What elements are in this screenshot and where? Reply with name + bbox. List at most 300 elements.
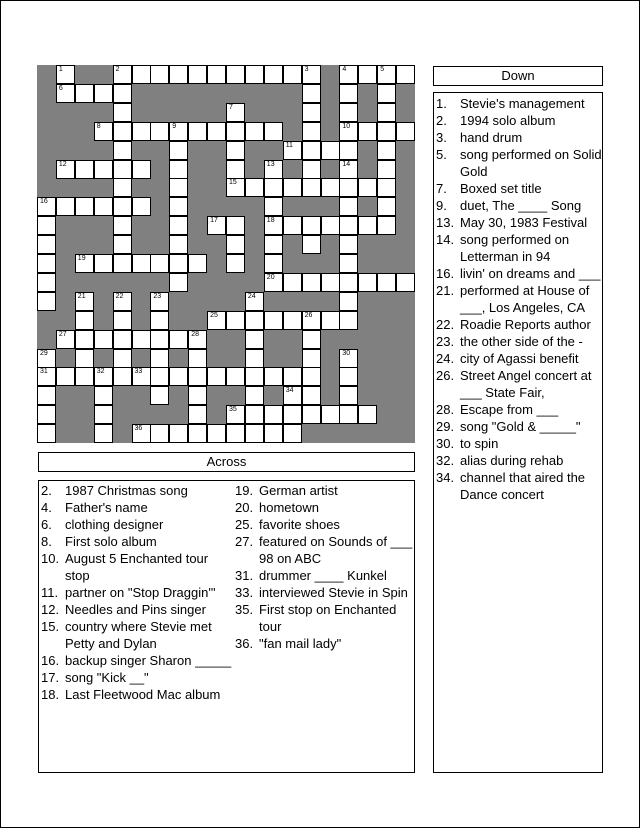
clue-number: 21 xyxy=(77,292,86,300)
clue-item-text: Street Angel concert at ___ State Fair, xyxy=(460,368,592,400)
grid-cell[interactable] xyxy=(283,424,302,443)
clue-item-number: 13. xyxy=(436,215,455,230)
clue-number: 15 xyxy=(229,179,237,187)
grid-cell[interactable] xyxy=(37,405,56,424)
grid-cell[interactable] xyxy=(302,386,321,405)
grid-cell[interactable] xyxy=(245,386,264,405)
grid-cell[interactable] xyxy=(283,405,302,424)
clue-item-number: 10. xyxy=(41,551,60,566)
clue-item xyxy=(235,516,413,533)
grid-cell[interactable] xyxy=(150,367,169,386)
grid-cell[interactable] xyxy=(94,330,113,349)
grid-cell[interactable] xyxy=(377,273,396,292)
grid-cell[interactable] xyxy=(358,122,377,141)
grid-cell[interactable] xyxy=(169,424,188,443)
grid-cell[interactable] xyxy=(37,292,56,311)
clue-item xyxy=(235,584,413,601)
grid-cell[interactable] xyxy=(75,311,94,330)
grid-cell[interactable] xyxy=(56,197,75,216)
grid-cell[interactable] xyxy=(264,367,283,386)
clue-number: 29 xyxy=(40,349,48,357)
grid-cell[interactable] xyxy=(226,65,245,84)
clue-number: 20 xyxy=(266,273,275,281)
grid-cell[interactable] xyxy=(377,103,396,122)
clue-item xyxy=(436,112,602,129)
clue-item-text: First stop on Enchanted tour xyxy=(259,602,397,634)
grid-cell[interactable] xyxy=(150,330,169,349)
grid-cell[interactable] xyxy=(56,330,75,349)
grid-cell[interactable] xyxy=(226,405,245,424)
grid-cell[interactable] xyxy=(339,273,358,292)
grid-cell[interactable] xyxy=(75,160,94,179)
grid-cell[interactable] xyxy=(207,367,226,386)
grid-cell[interactable] xyxy=(207,65,226,84)
grid-cell[interactable] xyxy=(207,216,226,235)
grid-cell[interactable] xyxy=(75,367,94,386)
grid-cell[interactable] xyxy=(377,197,396,216)
grid-cell[interactable] xyxy=(169,216,188,235)
grid-cell[interactable] xyxy=(113,330,132,349)
clue-item xyxy=(41,584,235,601)
grid-cell[interactable] xyxy=(37,254,56,273)
grid-cell[interactable] xyxy=(339,367,358,386)
grid-cell[interactable] xyxy=(75,292,94,311)
grid-cell[interactable] xyxy=(302,405,321,424)
grid-cell[interactable] xyxy=(132,160,151,179)
clue-item xyxy=(436,95,602,112)
grid-cell[interactable] xyxy=(56,160,75,179)
clue-item xyxy=(235,635,413,652)
grid-cell[interactable] xyxy=(339,103,358,122)
grid-cell[interactable] xyxy=(339,178,358,197)
grid-cell[interactable] xyxy=(283,216,302,235)
grid-cell[interactable] xyxy=(113,292,132,311)
grid-cell[interactable] xyxy=(37,235,56,254)
grid-cell[interactable] xyxy=(132,122,151,141)
clue-item-text: song "Gold & _____" xyxy=(460,419,581,434)
grid-cell[interactable] xyxy=(245,349,264,368)
grid-cell[interactable] xyxy=(188,330,207,349)
grid-cell[interactable] xyxy=(264,273,283,292)
grid-cell[interactable] xyxy=(339,122,358,141)
grid-cell[interactable] xyxy=(283,273,302,292)
clue-item-number: 4. xyxy=(41,500,52,515)
grid-cell[interactable] xyxy=(169,122,188,141)
grid-cell[interactable] xyxy=(339,386,358,405)
clue-number: 28 xyxy=(191,330,199,338)
grid-cell[interactable] xyxy=(94,122,113,141)
grid-cell[interactable] xyxy=(113,65,132,84)
clue-item xyxy=(41,618,235,652)
grid-cell[interactable] xyxy=(113,311,132,330)
grid-cell[interactable] xyxy=(113,235,132,254)
grid-cell[interactable] xyxy=(377,65,396,84)
grid-cell[interactable] xyxy=(339,254,358,273)
clue-item-text: alias during rehab xyxy=(460,453,564,468)
grid-cell[interactable] xyxy=(302,65,321,84)
grid-cell[interactable] xyxy=(75,84,94,103)
grid-cell[interactable] xyxy=(169,330,188,349)
clue-item-text: Stevie's management xyxy=(460,96,585,111)
grid-cell[interactable] xyxy=(264,405,283,424)
grid-cell[interactable] xyxy=(264,122,283,141)
clue-number: 11 xyxy=(285,141,293,149)
grid-cell[interactable] xyxy=(302,178,321,197)
grid-cell[interactable] xyxy=(37,424,56,443)
clue-item xyxy=(436,333,602,350)
grid-cell[interactable] xyxy=(37,367,56,386)
grid-cell[interactable] xyxy=(302,160,321,179)
grid-cell[interactable] xyxy=(321,141,340,160)
down-header: Down xyxy=(433,66,603,86)
clue-item xyxy=(436,231,602,265)
grid-cell[interactable] xyxy=(245,424,264,443)
crossword-grid xyxy=(37,65,415,443)
grid-cell[interactable] xyxy=(245,292,264,311)
grid-cell[interactable] xyxy=(226,103,245,122)
clue-item xyxy=(436,265,602,282)
grid-cell[interactable] xyxy=(339,160,358,179)
grid-cell[interactable] xyxy=(207,311,226,330)
grid-cell[interactable] xyxy=(132,197,151,216)
grid-cell[interactable] xyxy=(396,273,415,292)
grid-cell[interactable] xyxy=(226,254,245,273)
grid-cell[interactable] xyxy=(150,292,169,311)
grid-cell[interactable] xyxy=(302,330,321,349)
grid-cell[interactable] xyxy=(226,160,245,179)
grid-cell[interactable] xyxy=(339,84,358,103)
clue-item-text: performed at House of ___, Los Angeles, CA xyxy=(460,283,590,315)
grid-cell[interactable] xyxy=(245,178,264,197)
grid-cell[interactable] xyxy=(56,65,75,84)
grid-cell[interactable] xyxy=(245,311,264,330)
clue-number: 8 xyxy=(96,122,101,130)
grid-cell[interactable] xyxy=(377,160,396,179)
grid-cell[interactable] xyxy=(150,65,169,84)
grid-cell[interactable] xyxy=(358,405,377,424)
clue-item-text: drummer ____ Kunkel xyxy=(259,568,387,583)
clue-item-text: Boxed set title xyxy=(460,181,542,196)
grid-cell[interactable] xyxy=(113,254,132,273)
clue-item xyxy=(436,350,602,367)
grid-cell[interactable] xyxy=(37,349,56,368)
grid-cell[interactable] xyxy=(56,367,75,386)
clue-item-number: 25. xyxy=(235,517,254,532)
grid-cell[interactable] xyxy=(113,197,132,216)
grid-cell[interactable] xyxy=(207,122,226,141)
grid-cell[interactable] xyxy=(113,141,132,160)
grid-cell[interactable] xyxy=(302,235,321,254)
grid-cell[interactable] xyxy=(339,292,358,311)
grid-cell[interactable] xyxy=(226,178,245,197)
clue-item-number: 19. xyxy=(235,483,254,498)
grid-cell[interactable] xyxy=(264,178,283,197)
grid-cell[interactable] xyxy=(226,141,245,160)
clue-item-number: 23. xyxy=(436,334,455,349)
grid-cell[interactable] xyxy=(113,216,132,235)
grid-cell[interactable] xyxy=(226,122,245,141)
grid-cell[interactable] xyxy=(75,349,94,368)
clue-item xyxy=(436,452,602,469)
grid-cell[interactable] xyxy=(377,141,396,160)
clue-item xyxy=(41,686,235,703)
clue-item-number: 7. xyxy=(436,181,447,196)
clue-number: 23 xyxy=(153,292,162,300)
clue-item-number: 12. xyxy=(41,602,60,617)
clue-number: 3 xyxy=(304,66,309,73)
clue-number: 18 xyxy=(266,217,275,225)
clue-item-text: song performed on Letterman in 94 xyxy=(460,232,570,264)
grid-cell[interactable] xyxy=(264,311,283,330)
clue-number: 33 xyxy=(134,368,143,376)
grid-cell[interactable] xyxy=(169,65,188,84)
grid-cell[interactable] xyxy=(264,216,283,235)
clue-item-number: 6. xyxy=(41,517,52,532)
grid-cell[interactable] xyxy=(245,65,264,84)
grid-cell[interactable] xyxy=(132,367,151,386)
grid-cell[interactable] xyxy=(188,386,207,405)
clue-number: 4 xyxy=(342,66,347,73)
clue-number: 24 xyxy=(247,292,256,300)
clue-item xyxy=(436,214,602,231)
grid-cell[interactable] xyxy=(283,65,302,84)
grid-cell[interactable] xyxy=(283,367,302,386)
grid-cell[interactable] xyxy=(358,273,377,292)
grid-cell[interactable] xyxy=(377,216,396,235)
grid-cell[interactable] xyxy=(94,84,113,103)
grid-cell[interactable] xyxy=(226,311,245,330)
grid-cell[interactable] xyxy=(75,197,94,216)
clue-item-number: 5. xyxy=(436,147,447,162)
grid-cell[interactable] xyxy=(283,141,302,160)
clue-item-number: 24. xyxy=(436,351,455,366)
grid-cell[interactable] xyxy=(302,84,321,103)
clue-item xyxy=(41,601,235,618)
grid-cell[interactable] xyxy=(188,349,207,368)
clue-item xyxy=(436,367,602,401)
grid-cell[interactable] xyxy=(245,330,264,349)
clue-item-text: 1987 Christmas song xyxy=(65,483,188,498)
clue-item xyxy=(436,435,602,452)
grid-cell[interactable] xyxy=(302,349,321,368)
grid-cell[interactable] xyxy=(396,122,415,141)
grid-cell[interactable] xyxy=(94,197,113,216)
grid-cell[interactable] xyxy=(94,367,113,386)
grid-cell[interactable] xyxy=(113,349,132,368)
grid-cell[interactable] xyxy=(188,367,207,386)
grid-cell[interactable] xyxy=(94,405,113,424)
grid-cell[interactable] xyxy=(339,405,358,424)
grid-cell[interactable] xyxy=(321,311,340,330)
grid-cell[interactable] xyxy=(321,273,340,292)
clue-item-text: channel that aired the Dance concert xyxy=(460,470,586,502)
grid-cell[interactable] xyxy=(339,216,358,235)
grid-cell[interactable] xyxy=(377,178,396,197)
grid-cell[interactable] xyxy=(321,178,340,197)
grid-cell[interactable] xyxy=(226,424,245,443)
clue-item-text: May 30, 1983 Festival xyxy=(460,215,588,230)
grid-cell[interactable] xyxy=(226,235,245,254)
clue-item-text: backup singer Sharon _____ xyxy=(65,653,232,668)
clue-number: 5 xyxy=(380,66,385,73)
across-clue-list-right xyxy=(235,482,413,652)
grid-cell[interactable] xyxy=(94,424,113,443)
clue-item-text: First solo album xyxy=(65,534,157,549)
grid-cell[interactable] xyxy=(377,122,396,141)
grid-cell[interactable] xyxy=(339,141,358,160)
grid-cell[interactable] xyxy=(396,65,415,84)
clue-item xyxy=(436,316,602,333)
grid-cell[interactable] xyxy=(150,424,169,443)
clue-item-text: partner on "Stop Draggin'" xyxy=(65,585,216,600)
grid-cell[interactable] xyxy=(150,311,169,330)
grid-cell[interactable] xyxy=(283,386,302,405)
grid-cell[interactable] xyxy=(37,386,56,405)
clue-item xyxy=(235,601,413,635)
grid-cell[interactable] xyxy=(37,197,56,216)
grid-cell[interactable] xyxy=(169,197,188,216)
clue-item-text: song performed on Solid Gold xyxy=(460,147,602,179)
grid-cell[interactable] xyxy=(245,405,264,424)
grid-cell[interactable] xyxy=(113,122,132,141)
clue-item-text: featured on Sounds of ___ 98 on ABC xyxy=(259,534,413,566)
clue-item-number: 2. xyxy=(41,483,52,498)
grid-cell[interactable] xyxy=(132,65,151,84)
clue-item-text: Roadie Reports author xyxy=(460,317,591,332)
grid-cell[interactable] xyxy=(113,103,132,122)
down-clue-list xyxy=(436,95,602,503)
clue-item-text: song "Kick __" xyxy=(65,670,149,685)
clue-item-number: 36. xyxy=(235,636,254,651)
grid-cell[interactable] xyxy=(37,273,56,292)
grid-cell[interactable] xyxy=(302,273,321,292)
grid-cell[interactable] xyxy=(226,216,245,235)
grid-cell[interactable] xyxy=(245,122,264,141)
grid-cell[interactable] xyxy=(75,254,94,273)
clue-number: 2 xyxy=(115,66,120,73)
clue-item-text: country where Stevie met Petty and Dylan xyxy=(65,619,212,651)
grid-cell[interactable] xyxy=(169,178,188,197)
across-header: Across xyxy=(38,452,415,472)
grid-cell[interactable] xyxy=(169,254,188,273)
grid-cell[interactable] xyxy=(339,235,358,254)
clue-number: 36 xyxy=(134,425,143,433)
grid-cell[interactable] xyxy=(264,424,283,443)
clue-item xyxy=(436,469,602,503)
across-clues-box xyxy=(38,480,415,773)
grid-cell[interactable] xyxy=(94,386,113,405)
clue-item-number: 34. xyxy=(436,470,455,485)
grid-cell[interactable] xyxy=(132,424,151,443)
clue-number: 13 xyxy=(266,160,275,168)
clue-item-text: hometown xyxy=(259,500,319,515)
grid-cell[interactable] xyxy=(321,216,340,235)
clue-number: 27 xyxy=(58,330,67,338)
grid-cell[interactable] xyxy=(150,254,169,273)
grid-cell[interactable] xyxy=(94,160,113,179)
grid-cell[interactable] xyxy=(37,216,56,235)
clue-item-text: German artist xyxy=(259,483,338,498)
grid-cell[interactable] xyxy=(169,141,188,160)
clue-item xyxy=(41,550,235,584)
grid-cell[interactable] xyxy=(264,160,283,179)
grid-cell[interactable] xyxy=(377,84,396,103)
grid-cell[interactable] xyxy=(188,65,207,84)
grid-cell[interactable] xyxy=(339,349,358,368)
grid-cell[interactable] xyxy=(150,349,169,368)
grid-cell[interactable] xyxy=(339,311,358,330)
grid-cell[interactable] xyxy=(264,197,283,216)
clue-item xyxy=(436,197,602,214)
grid-cell[interactable] xyxy=(302,122,321,141)
grid-cell[interactable] xyxy=(188,424,207,443)
clue-number: 9 xyxy=(172,122,177,130)
grid-cell[interactable] xyxy=(245,367,264,386)
grid-cell[interactable] xyxy=(207,424,226,443)
grid-cell[interactable] xyxy=(339,65,358,84)
grid-cell[interactable] xyxy=(226,367,245,386)
across-clue-list-left xyxy=(41,482,235,703)
grid-cell[interactable] xyxy=(56,84,75,103)
grid-cell[interactable] xyxy=(188,122,207,141)
grid-cell[interactable] xyxy=(283,178,302,197)
grid-cell[interactable] xyxy=(113,178,132,197)
grid-cell[interactable] xyxy=(75,330,94,349)
grid-cell[interactable] xyxy=(302,103,321,122)
clue-number: 7 xyxy=(229,103,233,111)
clue-item xyxy=(235,499,413,516)
grid-cell[interactable] xyxy=(132,254,151,273)
grid-cell[interactable] xyxy=(94,254,113,273)
grid-cell[interactable] xyxy=(169,235,188,254)
grid-cell[interactable] xyxy=(169,367,188,386)
grid-cell[interactable] xyxy=(358,178,377,197)
grid-cell[interactable] xyxy=(113,367,132,386)
clue-item-number: 16. xyxy=(436,266,455,281)
grid-cell[interactable] xyxy=(302,216,321,235)
grid-cell[interactable] xyxy=(339,197,358,216)
clue-number: 12 xyxy=(58,160,67,168)
grid-cell[interactable] xyxy=(150,122,169,141)
grid-cell[interactable] xyxy=(113,160,132,179)
clue-item xyxy=(235,533,413,567)
grid-cell[interactable] xyxy=(321,405,340,424)
grid-cell[interactable] xyxy=(264,65,283,84)
grid-cell[interactable] xyxy=(358,65,377,84)
clue-item-text: Needles and Pins singer xyxy=(65,602,206,617)
clue-number: 32 xyxy=(96,368,105,376)
clue-item-text: the other side of the - xyxy=(460,334,583,349)
grid-cell[interactable] xyxy=(132,330,151,349)
clue-item xyxy=(436,129,602,146)
grid-cell[interactable] xyxy=(302,367,321,386)
clue-item xyxy=(436,180,602,197)
grid-cell[interactable] xyxy=(302,311,321,330)
grid-cell[interactable] xyxy=(169,160,188,179)
grid-cell[interactable] xyxy=(302,141,321,160)
clue-item-text: interviewed Stevie in Spin xyxy=(259,585,408,600)
clue-item-text: favorite shoes xyxy=(259,517,340,532)
grid-cell[interactable] xyxy=(169,273,188,292)
grid-cell[interactable] xyxy=(264,254,283,273)
grid-cell[interactable] xyxy=(264,235,283,254)
grid-cell[interactable] xyxy=(188,405,207,424)
grid-cell[interactable] xyxy=(283,311,302,330)
grid-cell[interactable] xyxy=(188,254,207,273)
grid-cell[interactable] xyxy=(150,386,169,405)
grid-cell[interactable] xyxy=(113,84,132,103)
grid-cell[interactable] xyxy=(358,216,377,235)
